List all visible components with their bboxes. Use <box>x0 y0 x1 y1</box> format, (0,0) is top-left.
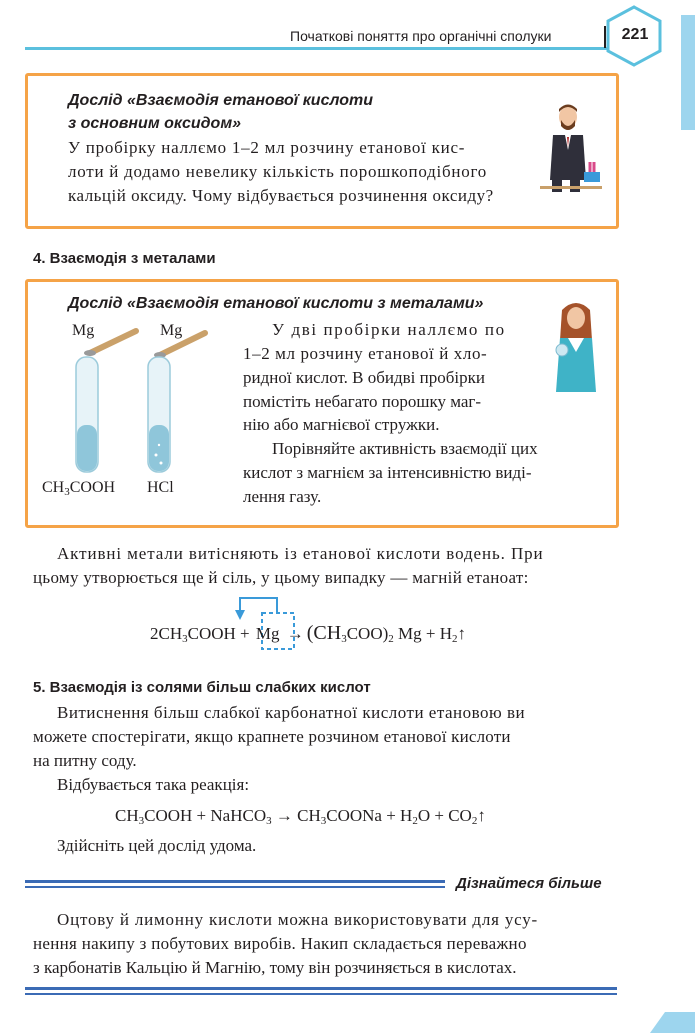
reaction2-product-2: H <box>400 806 413 825</box>
reaction1-acid-tail: COOH <box>187 624 236 643</box>
metals-text-line-2: цьому утворюється ще й сіль, у цьому випадку — магній етаноат: <box>33 568 529 587</box>
experiment1-line-2: лоти й додамо невелику кількість порошкоподібного <box>68 162 488 181</box>
experiment1-title-line1: Дослід «Взаємодія етанової кислоти <box>68 92 373 109</box>
experiment2-title: Дослід «Взаємодія етанової кислоти з металами» <box>68 295 484 312</box>
reaction2-product-1: CH <box>297 806 321 825</box>
tube1-label-mg: Mg <box>72 322 95 339</box>
page-number: 221 <box>621 26 649 43</box>
scientist-illustration <box>548 300 606 395</box>
side-tab-decoration <box>681 15 695 130</box>
experiment1-line-1: У пробірку наллємо 1–2 мл розчину етанової кис- <box>68 138 466 157</box>
section5-after: Здійсніть цей дослід удома. <box>57 836 257 855</box>
experiment2-line-6: Порівняйте активність взаємодії цих <box>272 439 538 458</box>
reaction2-acid: CH <box>115 806 139 825</box>
reaction1-coefficient: 2 <box>150 624 159 643</box>
learn-more-rule-top-1 <box>25 880 445 883</box>
reaction1-arrow: → <box>286 624 304 643</box>
experiment2-line-3: ридної кислот. В обидві пробірки <box>243 368 485 387</box>
reaction1-gas: H <box>439 624 453 643</box>
reaction-1: $2CH_3COOH + Mg \to (CH_3COO)_2$ $Mg + H_2↑$ <box>150 622 467 645</box>
section5-reaction-intro: Відбувається така реакція: <box>57 775 250 794</box>
experiment1-title-line2: з основним оксидом» <box>68 115 242 132</box>
reaction1-plus-1: + <box>240 624 250 643</box>
test-tubes-illustration <box>60 325 210 475</box>
learn-more-line-1: Оцтову й лимонну кислоти можна використовувати для усу- <box>57 910 539 929</box>
learn-more-rule-top-2 <box>25 886 445 888</box>
section5-line-1: Витиснення більш слабкої карбонатної кислоти етановою ви <box>57 703 526 722</box>
running-title: Початкові поняття про органічні сполуки <box>290 28 552 44</box>
reaction2-plus-3: + <box>434 806 444 825</box>
reaction1-product-sub: 2 <box>388 633 394 645</box>
tube2-label-hcl: HCl <box>147 479 174 496</box>
reaction2-acid-tail: COOH <box>144 806 193 825</box>
section5-line-2: можете спостерігати, якщо крапнете розчином етанової кислоти <box>33 727 511 746</box>
reaction1-product-metal: Mg <box>398 624 422 643</box>
reaction2-gas-arrow: ↑ <box>477 806 486 825</box>
reaction2-plus-1: + <box>196 806 207 825</box>
section-4-heading: 4. Взаємодія з металами <box>33 250 216 267</box>
experiment1-line-3: кальцій оксиду. Чому відбувається розчинення оксиду? <box>68 186 494 205</box>
reaction2-product-3: CO <box>448 806 472 825</box>
tube2-label-mg: Mg <box>160 322 183 339</box>
teacher-illustration <box>540 100 602 195</box>
corner-decoration <box>640 1010 695 1033</box>
reaction1-gas-arrow: ↑ <box>457 624 467 643</box>
reaction1-acid: $CH_3$ <box>158 624 188 645</box>
experiment2-line-4: помістіть небагато порошку маг- <box>243 392 482 411</box>
reaction2-plus-2: + <box>386 806 396 825</box>
experiment2-line-7: кислот з магнієм за інтенсивністю виді- <box>243 463 532 482</box>
learn-more-line-3: з карбонатів Кальцію й Магнію, тому він розчиняється в кислотах. <box>33 958 517 977</box>
reaction2-arrow: → <box>275 806 293 825</box>
learn-more-line-2: нення накипу з побутових виробів. Накип складається переважно <box>33 934 527 953</box>
reaction1-product-open: (CH <box>306 622 342 644</box>
reaction1-gas-sub: 2 <box>452 633 458 645</box>
tube1-label-acetic: $CH_3COOH$ <box>42 479 116 498</box>
reaction1-product-mid: COO) <box>346 624 389 643</box>
experiment2-line-1: У дві пробірки наллємо по <box>272 320 506 339</box>
header-rule <box>25 47 615 50</box>
reaction2-product-1-tail: COONa <box>326 806 382 825</box>
section5-line-3: на питну соду. <box>33 751 137 770</box>
section-5-heading: 5. Взаємодія із солями більш слабких кислот <box>33 679 371 696</box>
learn-more-rule-bottom-2 <box>25 993 617 995</box>
experiment2-line-8: лення газу. <box>243 487 322 506</box>
reaction2-product-2-tail: O <box>417 806 431 825</box>
learn-more-title: Дізнайтеся більше <box>456 875 602 892</box>
reaction-2: $CH_3COOH$ + NaHCO$_3$ → $CH_3COONa + H_2O$ + $CO_2↑$ <box>115 806 486 827</box>
reaction2-salt: NaHCO <box>210 806 267 825</box>
reaction1-metal: Mg <box>255 624 280 643</box>
learn-more-rule-bottom-1 <box>25 987 617 990</box>
experiment2-line-5: нію або магнієвої стружки. <box>243 415 440 434</box>
metals-text-line-1: Активні метали витісняють із етанової кислоти водень. При <box>57 544 544 563</box>
reaction1-plus-2: + <box>425 624 436 643</box>
experiment2-line-2: 1–2 мл розчину етанової й хло- <box>243 344 488 363</box>
